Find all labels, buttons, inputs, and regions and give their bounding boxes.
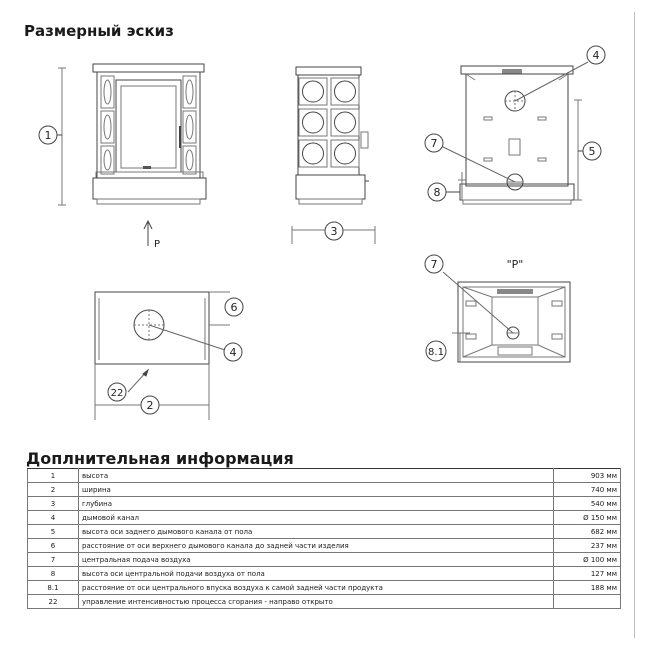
spec-value: Ø 150 мм [554,511,621,525]
spec-id: 4 [28,511,79,525]
callout-6 [225,298,243,316]
rear-view [441,62,588,204]
callout-5 [578,142,601,160]
front-view [58,64,206,205]
spec-row [28,539,621,553]
svg-text:7: 7 [430,258,438,271]
callout-1 [39,126,62,144]
view-p-label: P [154,239,161,250]
spec-value: Ø 100 мм [554,553,621,567]
spec-id: 7 [28,553,79,567]
spec-id: 1 [28,469,79,483]
callout-22 [108,383,126,401]
svg-text:2: 2 [146,399,154,412]
callout-7-rear [425,134,443,152]
spec-description: управление интенсивностью процесса сгорания - направо открыто [79,595,554,609]
spec-id: 22 [28,595,79,609]
spec-id: 2 [28,483,79,497]
spec-description: ширина [79,483,554,497]
spec-table [27,468,621,609]
spec-row [28,553,621,567]
spec-id: 3 [28,497,79,511]
spec-row [28,567,621,581]
spec-row [28,525,621,539]
spec-row [28,497,621,511]
svg-text:4: 4 [229,346,237,359]
callout-2 [141,396,159,414]
svg-text:22: 22 [110,388,124,399]
spec-description: высота [79,469,554,483]
view-p-arrow [144,221,152,246]
view-p-quoted-label: "P" [506,258,524,271]
spec-id: 5 [28,525,79,539]
spec-description: дымовой канал [79,511,554,525]
spec-value: 127 мм [554,567,621,581]
callout-8 [428,183,460,201]
spec-description: расстояние от оси верхнего дымового канала до задней части изделия [79,539,554,553]
sketch-section-title: Размерный эскиз [24,22,174,40]
spec-value: 188 мм [554,581,621,595]
bottom-view [443,272,570,362]
spec-id: 6 [28,539,79,553]
svg-text:7: 7 [430,137,438,150]
spec-description: высота оси центральной подачи воздуха от пола [79,567,554,581]
spec-row [28,469,621,483]
callout-7-bottom [425,255,443,273]
callout-8-1 [426,341,446,361]
spec-row [28,511,621,525]
spec-id: 8 [28,567,79,581]
spec-description: глубина [79,497,554,511]
spec-description: расстояние от оси центрального впуска воздуха к самой задней части продукта [79,581,554,595]
side-view [292,67,375,244]
svg-text:1: 1 [44,129,52,142]
spec-value: 903 мм [554,469,621,483]
spec-row [28,483,621,497]
spec-description: центральная подача воздуха [79,553,554,567]
spec-row [28,595,621,609]
svg-text:6: 6 [230,301,238,314]
callout-3 [325,222,343,240]
svg-text:3: 3 [330,225,338,238]
spec-value: 682 мм [554,525,621,539]
callout-4-top [224,343,242,361]
spec-value: 237 мм [554,539,621,553]
spec-value: 540 мм [554,497,621,511]
spec-id: 8.1 [28,581,79,595]
svg-text:8: 8 [433,186,441,199]
spec-value: 740 мм [554,483,621,497]
svg-text:5: 5 [588,145,596,158]
callout-4-rear [587,46,605,64]
spec-value [554,595,621,609]
svg-text:8.1: 8.1 [428,347,444,358]
info-section-title: Доплнительная информация [26,449,294,468]
svg-text:4: 4 [592,49,600,62]
spec-row [28,581,621,595]
spec-description: высота оси заднего дымового канала от пола [79,525,554,539]
